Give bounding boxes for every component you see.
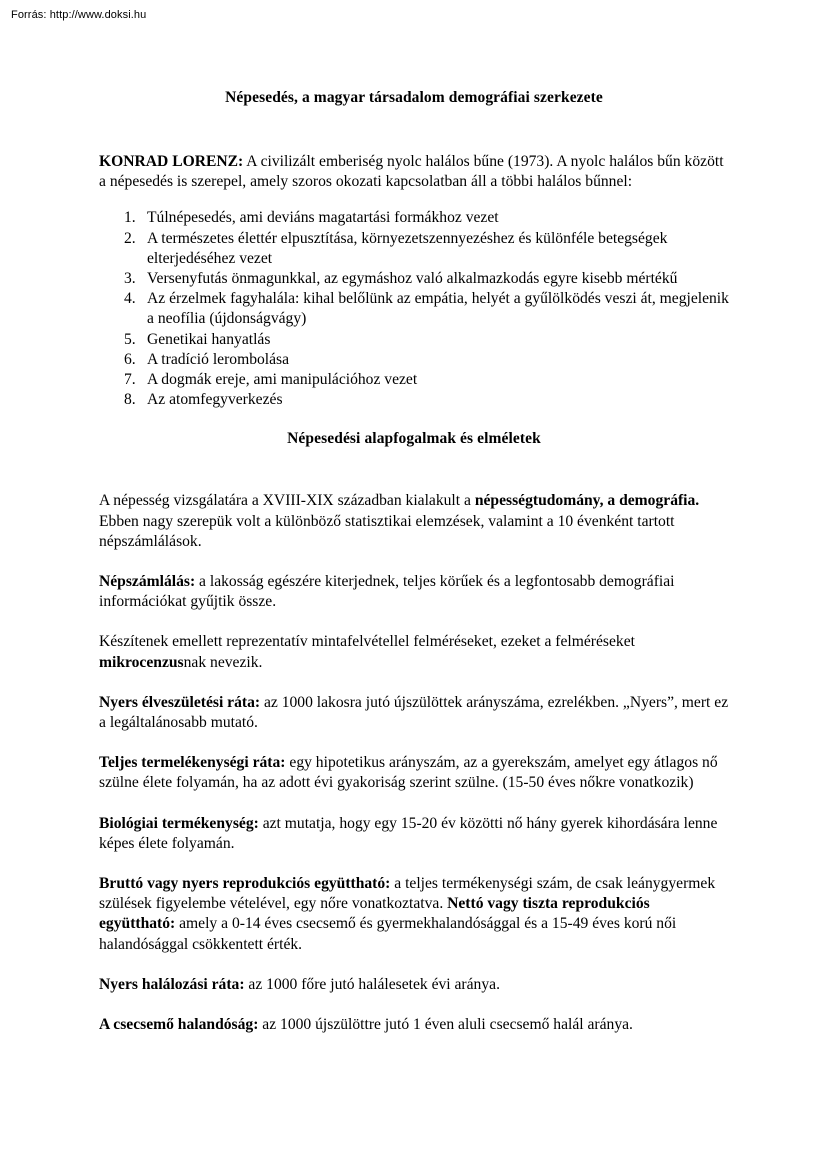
paragraph-konrad-lorenz (99, 152, 729, 192)
list-item: Versenyfutás önmagunkkal, az egymáshoz való alkalmazkodás egyre kisebb mértékű (147, 270, 678, 288)
list-item: Az érzelmek fagyhalála: kihal belőlünk az empátia, helyét a gyűlölködés veszi át, megjelenik a neofília (újdonságvágy) (147, 290, 729, 328)
demografia-text-part1: A népesség vizsgálatára a XVIII-XIX században kialakult a (99, 492, 475, 510)
list-item: A természetes élettér elpusztítása, környezetszennyezéshez és különféle betegségek elterjedéséhez vezet (147, 229, 668, 267)
paragraph-termelekenysegi-rata (99, 753, 729, 793)
page-title: Népesedés, a magyar társadalom demográfiai szerkezete (225, 89, 603, 106)
lorenz-sins-list (99, 208, 729, 410)
document-content (99, 88, 729, 1035)
paragraph-mikrocenzus (99, 632, 729, 672)
brutto-reprodukcio-term: Bruttó vagy nyers reprodukciós együttható: (99, 875, 391, 893)
spacer (99, 410, 729, 429)
paragraph-reprodukcios-egyutthato (99, 874, 729, 955)
mikrocenzus-term: mikrocenzus (99, 653, 184, 671)
spacer (99, 449, 729, 491)
spacer (99, 854, 729, 874)
spacer (99, 673, 729, 693)
demografia-term: népességtudomány, a demográfia. (474, 492, 700, 510)
list-item: Túlnépesedés, ami deviáns magatartási formákhoz vezet (147, 209, 499, 227)
csecsemo-text: az 1000 újszülöttre jutó 1 éven aluli csecsemő halál aránya. (258, 1016, 633, 1034)
section-heading-alapfogalmak: Népesedési alapfogalmak és elméletek (287, 430, 541, 448)
konrad-lorenz-label: KONRAD LORENZ: (99, 153, 244, 170)
spacer (99, 192, 729, 208)
halalozasi-text: az 1000 főre jutó halálesetek évi aránya. (244, 975, 500, 993)
halalozasi-term: Nyers halálozási ráta: (99, 975, 245, 993)
spacer (99, 733, 729, 753)
csecsemo-term: A csecsemő halandóság: (99, 1016, 259, 1034)
elveszuletesi-text: az 1000 lakosra jutó újszülöttek arányszáma, ezrelékben. „Nyers”, mert ez a legáltalánosabb mutató. (99, 693, 729, 732)
source-watermark-header: Forrás: http://www.doksi.hu (11, 9, 147, 21)
paragraph-csecsemo-halandosag (99, 1015, 729, 1035)
biologiai-text: azt mutatja, hogy egy 15-20 év közötti nő hány gyerek kihordására lenne képes élete folyamán. (99, 814, 718, 852)
spacer (99, 794, 729, 814)
list-item: Genetikai hanyatlás (147, 330, 271, 348)
paragraph-elveszuletesi-rata (99, 693, 729, 733)
paragraph-nepszamlalas (99, 572, 729, 612)
netto-reprodukcio-text: amely a 0-14 éves csecsemő és gyermekhalandósággal és a 15-49 éves korú női halandósággal csökkentett érték. (99, 915, 677, 953)
spacer (99, 108, 729, 152)
paragraph-halalozasi-rata (99, 975, 729, 995)
demografia-text-part2: Ebben nagy szerepük volt a különböző statisztikai elemzések, valamint a 10 évenként tartott népszámlálások. (99, 512, 675, 550)
spacer (99, 995, 729, 1015)
nepszamlalas-text: a lakosság egészére kiterjednek, teljes körűek és a legfontosabb demográfiai információkat gyűjtik össze. (99, 573, 675, 611)
termelekenysegi-term: Teljes termelékenységi ráta: (99, 754, 286, 772)
list-item: A dogmák ereje, ami manipulációhoz vezet (147, 371, 418, 389)
nepszamlalas-term: Népszámlálás: (99, 573, 196, 591)
termelekenysegi-text: egy hipotetikus arányszám, az a gyerekszám, amelyet egy átlagos nő szülne élete folyamán, ha az adott évi gyakoriság szerint szülne. (15-50 éves nőkre vonatkozik) (99, 754, 718, 792)
list-item: Az atomfegyverkezés (147, 391, 283, 409)
mikrocenzus-text-part1: Készítenek emellett reprezentatív mintafelvétellel felméréseket, ezeket a felméréseket (99, 633, 635, 651)
spacer (99, 552, 729, 572)
paragraph-biologiai-termekenyseg (99, 814, 729, 854)
list-item: A tradíció lerombolása (147, 350, 290, 368)
netto-reprodukcio-term: Nettó vagy tiszta reprodukciós együttható: (99, 895, 650, 933)
mikrocenzus-text-part2: nak nevezik. (183, 653, 263, 671)
spacer (99, 955, 729, 975)
brutto-reprodukcio-text: a teljes termékenységi szám, de csak leánygyermek szülések figyelembe vételével, egy nőre vonatkoztatva. (99, 875, 716, 913)
elveszuletesi-term: Nyers élveszületési ráta: (99, 693, 261, 711)
spacer (99, 612, 729, 632)
paragraph-demografia (99, 491, 729, 552)
konrad-lorenz-text: A civilizált emberiség nyolc halálos bűne (1973). A nyolc halálos bűn között a népesedés is szerepel, amely szoros okozati kapcsolatban áll a többi halálos bűnnel: (99, 153, 724, 191)
biologiai-term: Biológiai termékenység: (99, 814, 259, 832)
